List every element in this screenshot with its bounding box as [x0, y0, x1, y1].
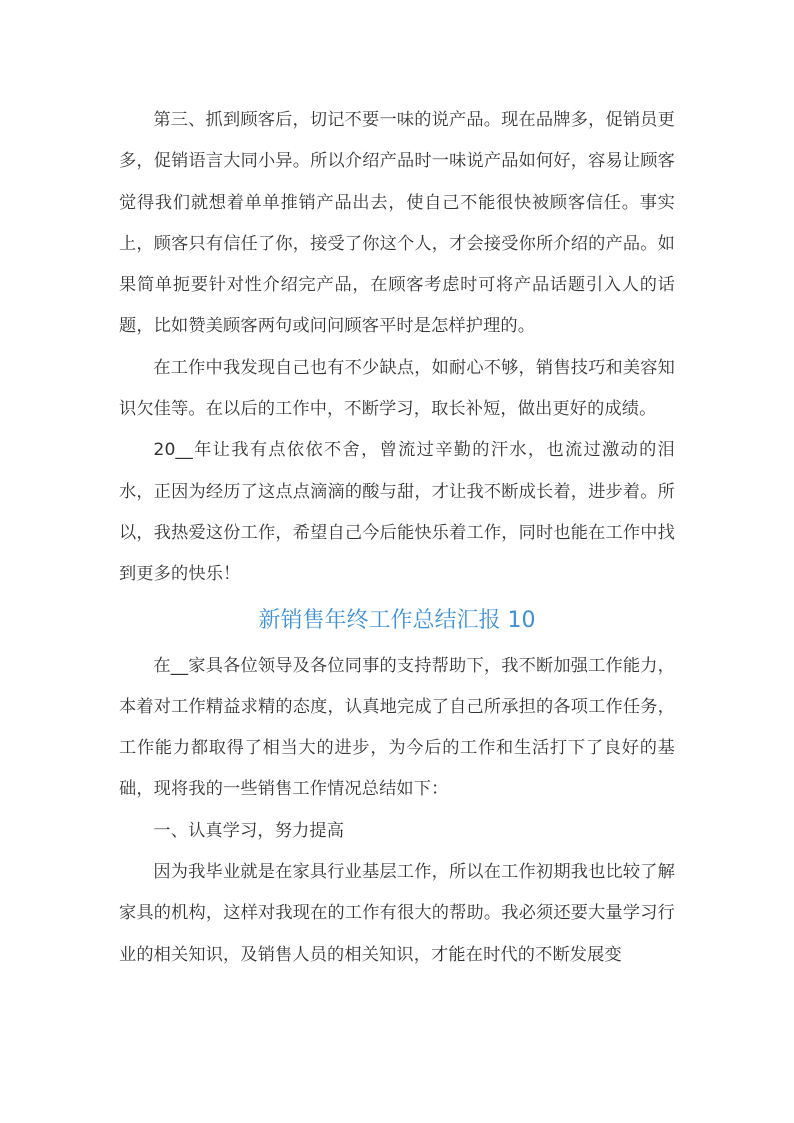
paragraph-industry-background: 因为我毕业就是在家具行业基层工作，所以在工作初期我也比较了解家具的机构，这样对我现在的工作有很大的帮助。我必须还要大量学习行业的相关知识，及销售人员的相关知识，才能在时代的不断发展变 — [119, 862, 675, 965]
paragraph-shortcomings: 在工作中我发现自己也有不少缺点，如耐心不够，销售技巧和美容知识欠佳等。在以后的工作中，不断学习，取长补短，做出更好的成绩。 — [119, 357, 675, 420]
paragraph-year-reflection: 20__年让我有点依依不舍，曾流过辛勤的汗水，也流过激动的泪水，正因为经历了这点点滴滴的酸与甜，才让我不断成长着，进步着。所以，我热爱这份工作，希望自己今后能快乐着工作，同时也能在工作中找到更多的快乐！ — [119, 440, 675, 585]
paragraph-customer-trust: 第三、抓到顾客后，切记不要一味的说产品。现在品牌多，促销员更多，促销语言大同小异。所以介绍产品时一味说产品如何好，容易让顾客觉得我们就想着单单推销产品出去，使自己不能很快被顾客信任。事实上，顾客只有信任了你，接受了你这个人，才会接受你所介绍的产品。如果简单扼要针对性介绍完产品，在顾客考虑时可将产品话题引入人的话题，比如赞美顾客两句或问问顾客平时是怎样护理的。 — [119, 110, 675, 337]
paragraph-introduction: 在__家具各位领导及各位同事的支持帮助下，我不断加强工作能力，本着对工作精益求精的态度，认真地完成了自己所承担的各项工作任务，工作能力都取得了相当大的进步，为今后的工作和生活打下了良好的基础，现将我的一些销售工作情况总结如下： — [119, 655, 675, 800]
document-body — [119, 100, 675, 976]
subheading-study: 一、认真学习，努力提高 — [153, 820, 345, 841]
section-heading: 新销售年终工作总结汇报 10 — [258, 607, 536, 633]
